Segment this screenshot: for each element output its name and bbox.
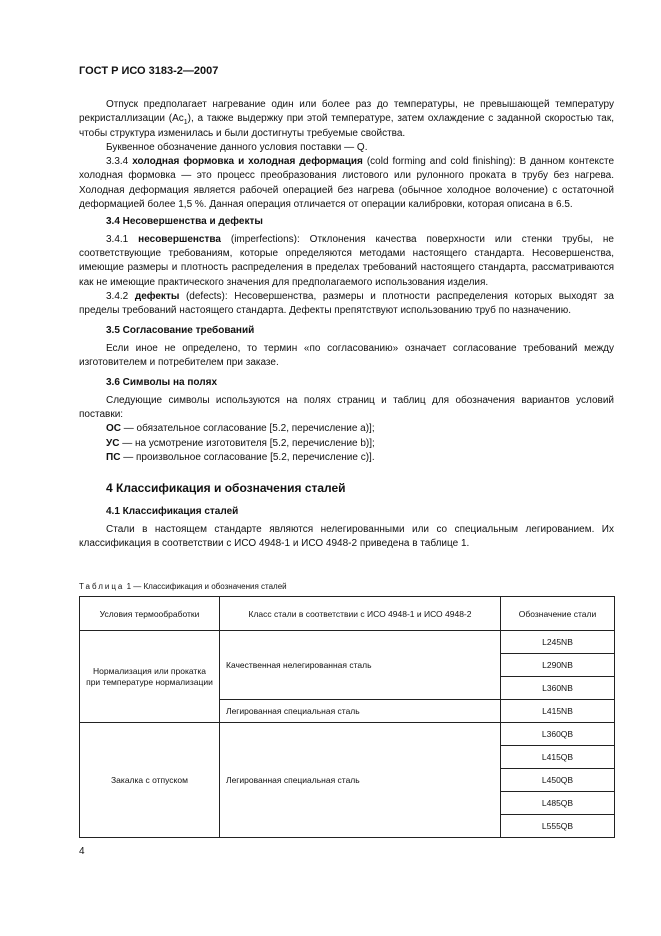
symbol-us: УС — на усмотрение изготовителя [5.2, перечисление b)]; [106,437,375,449]
cell-class-alloy: Легированная специальная сталь [220,700,501,723]
cell-grade: L245NB [501,631,615,654]
paragraph-4-1: Стали в настоящем стандарте являются нелегированными или со специальным легированием. Их классификация в соответствии с ИСО 4948-1 и ИСО 4948-2 приведена в таблице 1. [79,523,614,550]
term-defects: дефекты [134,290,180,302]
cell-grade: L485QB [501,792,615,815]
clause-3-4-1: 3.4.1 несовершенства (imperfections): Отклонения качества поверхности или стенки трубы, не соответствующие требованиям, которые определяются методами настоящего стандарта. Несовершенства, имеющие размеры и плотность распределения в пределах требований настоящего стандарта, рассматриваются как не имеющие практического значения для предполагаемого использования изделия. [79,233,614,288]
cell-grade: L415QB [501,746,615,769]
cell-class-alloy: Легированная специальная сталь [220,723,501,838]
term-cold-forming: холодная формовка и холодная деформация [132,156,363,168]
cell-grade: L360QB [501,723,615,746]
cell-grade: L360NB [501,677,615,700]
paragraph-designation: Буквенное обозначение данного условия поставки — Q. [106,141,368,153]
heading-3-4: 3.4 Несовершенства и дефекты [106,216,263,228]
page-number: 4 [79,846,85,857]
heading-3-6: 3.6 Символы на полях [106,377,218,389]
table-caption: Таблица 1 — Классификация и обозначения сталей [79,582,287,591]
cell-grade: L450QB [501,769,615,792]
paragraph-3-5: Если иное не определено, то термин «по согласованию» означает согласование требований между изготовителем и потребителем при заказе. [79,342,614,369]
symbol-os: ОС — обязательное согласование [5.2, перечисление а)]; [106,423,375,435]
cell-grade: L415NB [501,700,615,723]
cell-class-nonalloy: Качественная нелегированная сталь [220,631,501,700]
document-header: ГОСТ Р ИСО 3183-2—2007 [79,65,219,77]
header-designation: Обозначение стали [501,597,615,631]
table-row [80,723,615,746]
header-class: Класс стали в соответствии с ИСО 4948-1 и ИСО 4948-2 [220,597,501,631]
section-4-title: 4 Классификация и обозначения сталей [106,481,346,496]
steel-classification-table [79,596,615,838]
subscript: 1 [183,119,188,127]
heading-4-1: 4.1 Классификация сталей [106,506,239,518]
clause-3-4-2: 3.4.2 дефекты (defects): Несовершенства, размеры и плотности распределения которых выходят за пределы требований настоящего стандарта. Дефекты препятствуют использованию труб по назначению. [79,290,614,317]
heading-3-5: 3.5 Согласование требований [106,325,255,337]
cell-condition-quench-temper: Закалка с отпуском [80,723,220,838]
body-text [79,98,614,551]
table-row [80,631,615,654]
cell-grade: L290NB [501,654,615,677]
clause-3-3-4: 3.3.4 холодная формовка и холодная деформация (cold forming and cold finishing): В данном контексте холодная формовка — это процесс преобразования листового или рулонного проката в трубу без нагрева. Холодная деформация является рабочей операцией без нагрева (обычное холодное волочение) с остаточной деформацией более 1,5 %. Данная операция отличается от операции калибровки, которая описана в 6.5. [79,156,615,211]
term-imperfections: несовершенства [138,233,221,245]
table-header-row [80,597,615,631]
header-condition: Условия термообработки [80,597,220,631]
symbol-ps: ПС — произвольное согласование [5.2, перечисление с)]. [106,451,375,463]
paragraph-3-6: Следующие символы используются на полях страниц и таблиц для обозначения вариантов условий поставки: [79,394,614,420]
cell-grade: L555QB [501,815,615,838]
paragraph-tempering: Отпуск предполагает нагревание один или более раз до температуры, не превышающей температуру рекристаллизации $(Ac_1)$, а также выдержку при этой температуре, затем охлаждение с заданной скоростью так, чтобы структура изменилась и были достигнуты требуемые свойства. [79,99,614,139]
cell-condition-normalizing: Нормализация или прокатка при температуре нормализации [80,631,220,723]
